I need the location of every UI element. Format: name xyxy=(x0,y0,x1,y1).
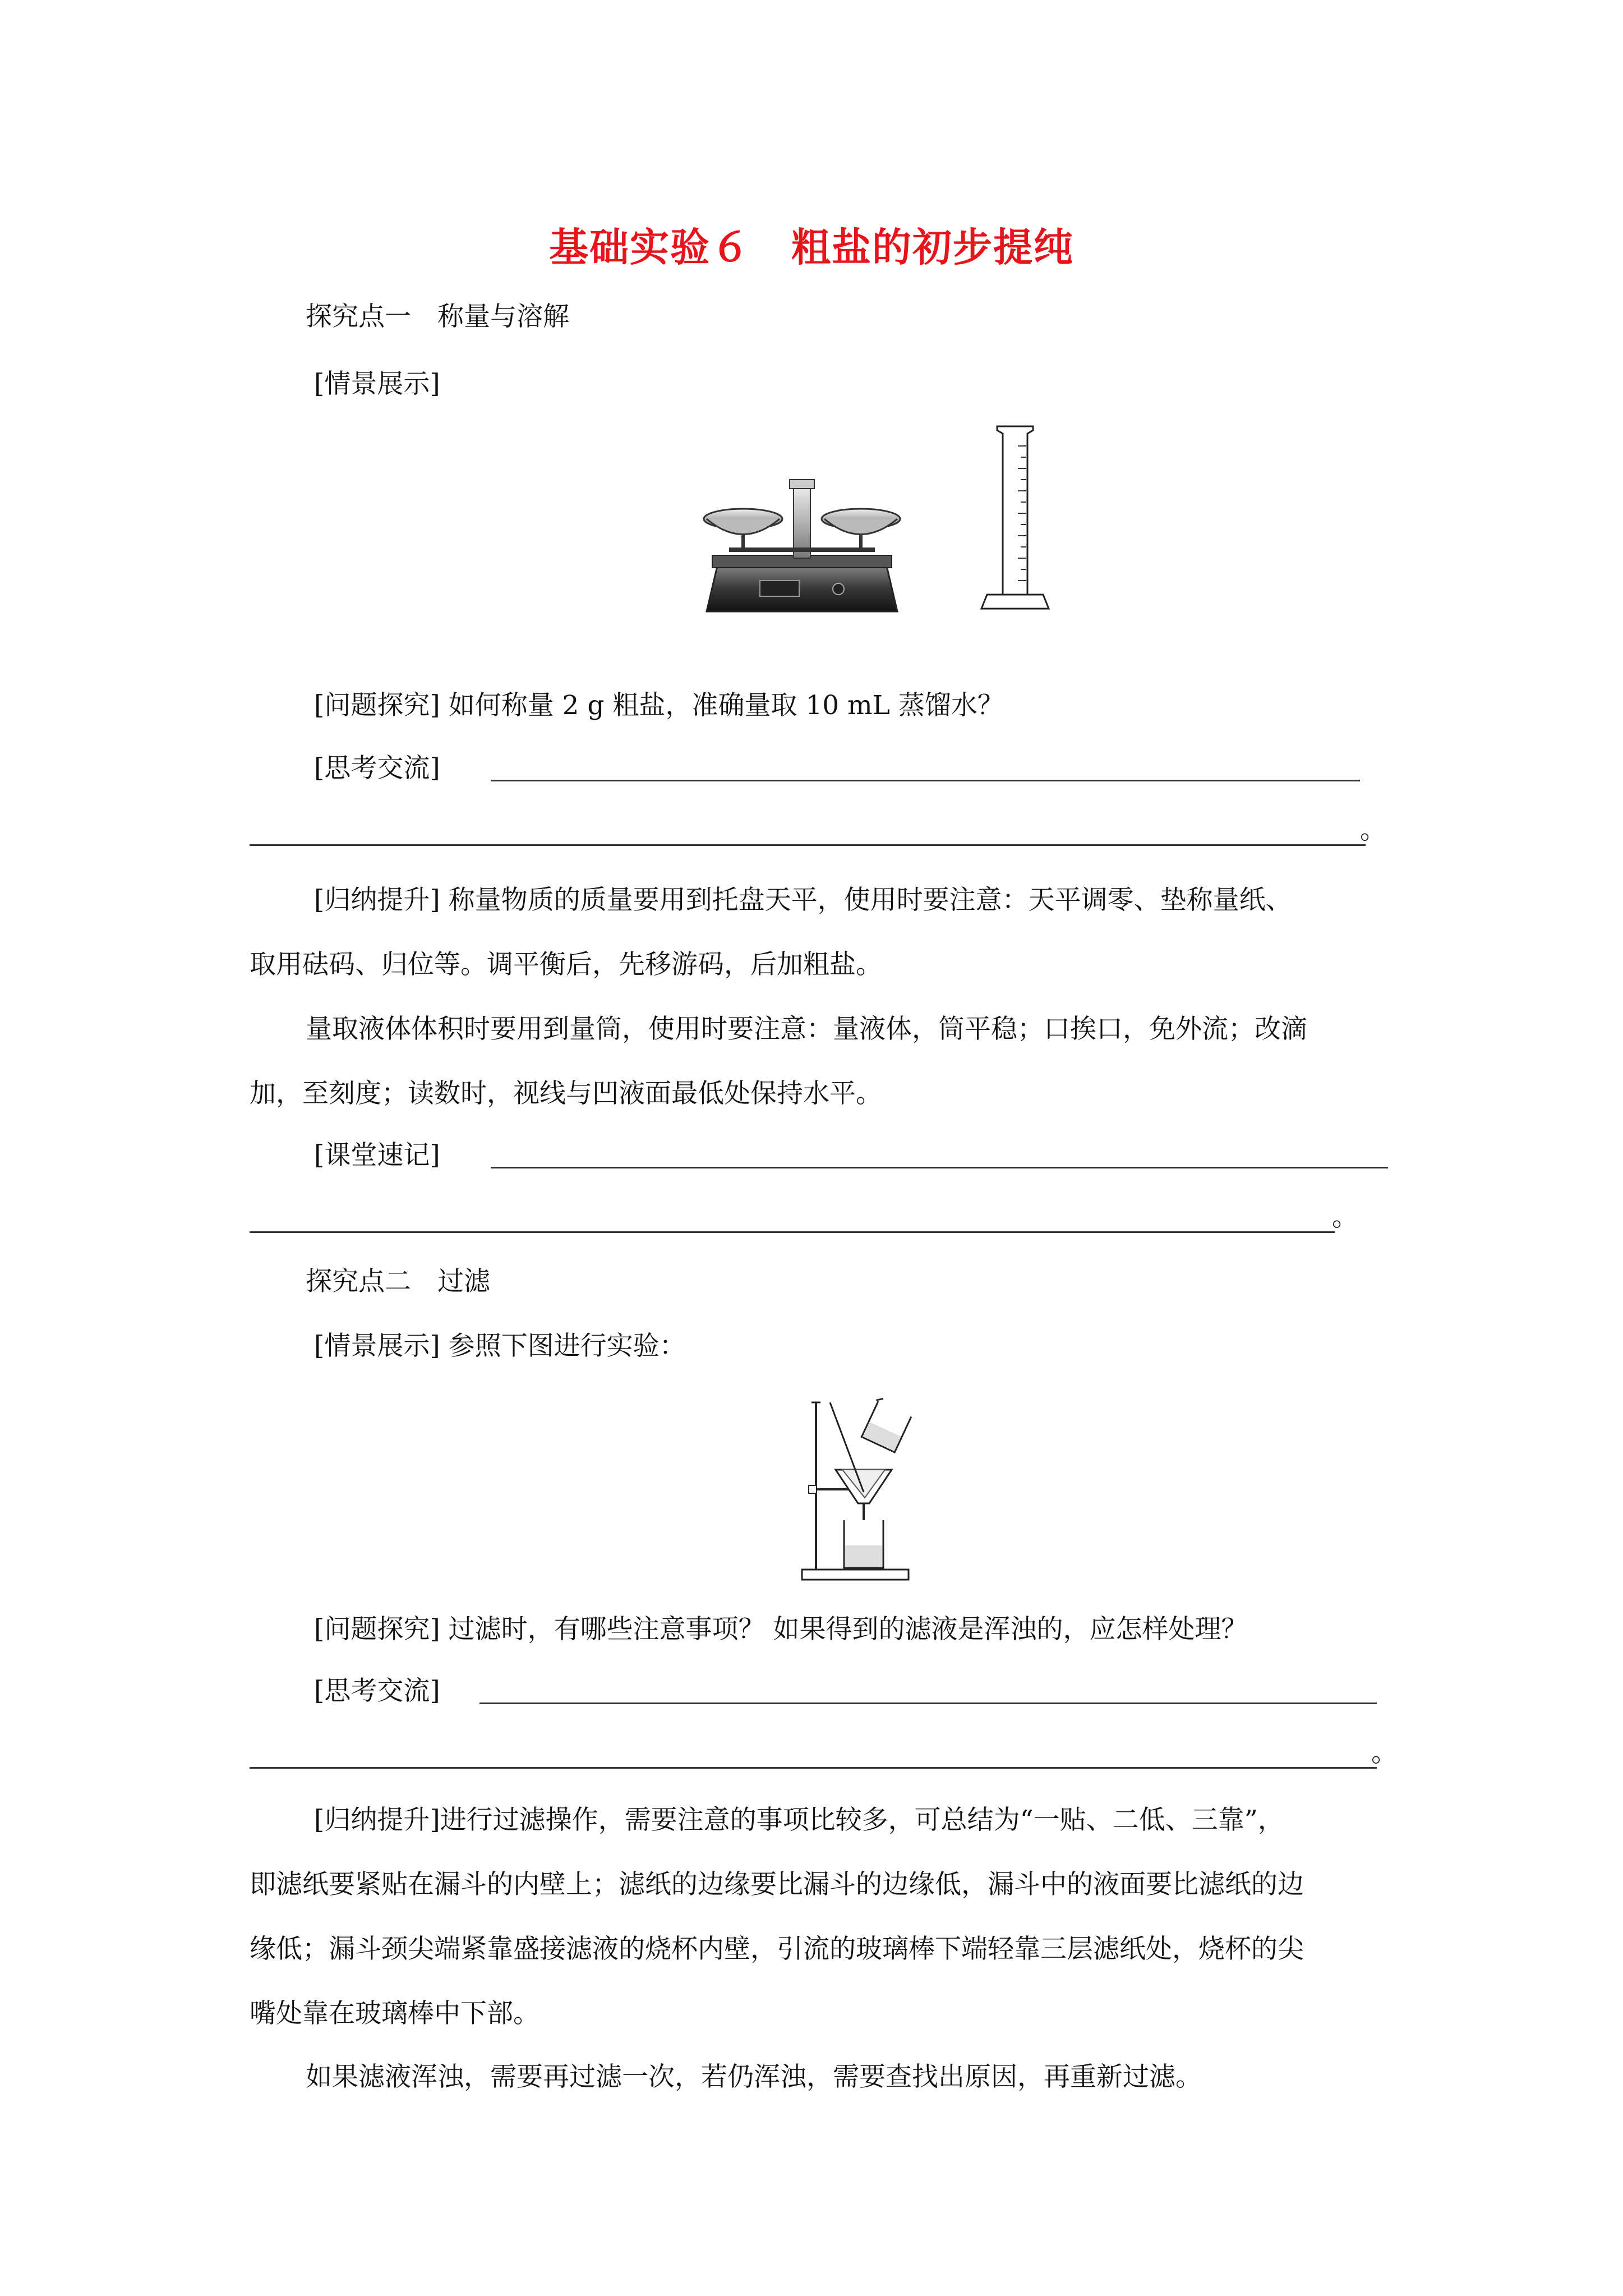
answer-blank-2a[interactable] xyxy=(479,1703,1377,1704)
page-title: 基础实验６ 粗盐的初步提纯 xyxy=(549,224,1074,270)
notes-blank-b[interactable] xyxy=(250,1231,1335,1233)
section1-summary-p2-l2: 加，至刻度；读数时，视线与凹液面最低处保持水平。 xyxy=(250,1078,882,1109)
section2-summary-l2: 即滤纸要紧贴在漏斗的内壁上；滤纸的边缘要比漏斗的边缘低，漏斗中的液面要比滤纸的边 xyxy=(250,1869,1304,1900)
section1-notes-label: [课堂速记] xyxy=(314,1140,440,1171)
answer-period-1: 。 xyxy=(1360,815,1386,845)
notes-blank-a[interactable] xyxy=(491,1167,1388,1168)
section1-scene-label: [情景展示] xyxy=(314,369,440,399)
section2-summary-p2: 如果滤液浑浊，需要再过滤一次，若仍浑浊，需要查找出原因，再重新过滤。 xyxy=(306,2062,1202,2092)
answer-blank-1a[interactable] xyxy=(491,780,1360,781)
filtration-illustration xyxy=(791,1391,920,1582)
notes-period: 。 xyxy=(1332,1202,1358,1232)
balance-illustration xyxy=(695,466,909,617)
section1-think-label: [思考交流] xyxy=(314,753,440,784)
section2-question: [问题探究] 过滤时，有哪些注意事项？ 如果得到的滤液是浑浊的，应怎样处理？ xyxy=(314,1614,1248,1645)
section1-summary-p1-l1: [归纳提升] 称量物质的质量要用到托盘天平，使用时要注意：天平调零、垫称量纸、 xyxy=(314,885,1292,915)
answer-period-2: 。 xyxy=(1371,1737,1398,1768)
section1-summary-p2-l1: 量取液体体积时要用到量筒，使用时要注意：量液体，筒平稳；口挨口，免外流；改滴 xyxy=(306,1014,1307,1045)
section2-think-label: [思考交流] xyxy=(314,1676,440,1706)
section2-heading: 探究点二 过滤 xyxy=(306,1266,490,1297)
graduated-cylinder-illustration xyxy=(976,424,1054,614)
section2-summary-l1: [归纳提升]进行过滤操作，需要注意的事项比较多，可总结为“一贴、二低、三靠”， xyxy=(314,1805,1284,1835)
section2-summary-l4: 嘴处靠在玻璃棒中下部。 xyxy=(250,1998,540,2029)
answer-blank-1b[interactable] xyxy=(250,844,1366,846)
section1-question: [问题探究] 如何称量 2 g 粗盐，准确量取 10 mL 蒸馏水？ xyxy=(314,690,1004,721)
section2-scene: [情景展示] 参照下图进行实验： xyxy=(314,1331,686,1361)
section1-heading: 探究点一 称量与溶解 xyxy=(306,301,569,332)
answer-blank-2b[interactable] xyxy=(250,1767,1377,1769)
section1-summary-p1-l2: 取用砝码、归位等。调平衡后，先移游码，后加粗盐。 xyxy=(250,949,882,980)
section2-summary-l3: 缘低；漏斗颈尖端紧靠盛接滤液的烧杯内壁，引流的玻璃棒下端轻靠三层滤纸处，烧杯的尖 xyxy=(250,1934,1304,1964)
